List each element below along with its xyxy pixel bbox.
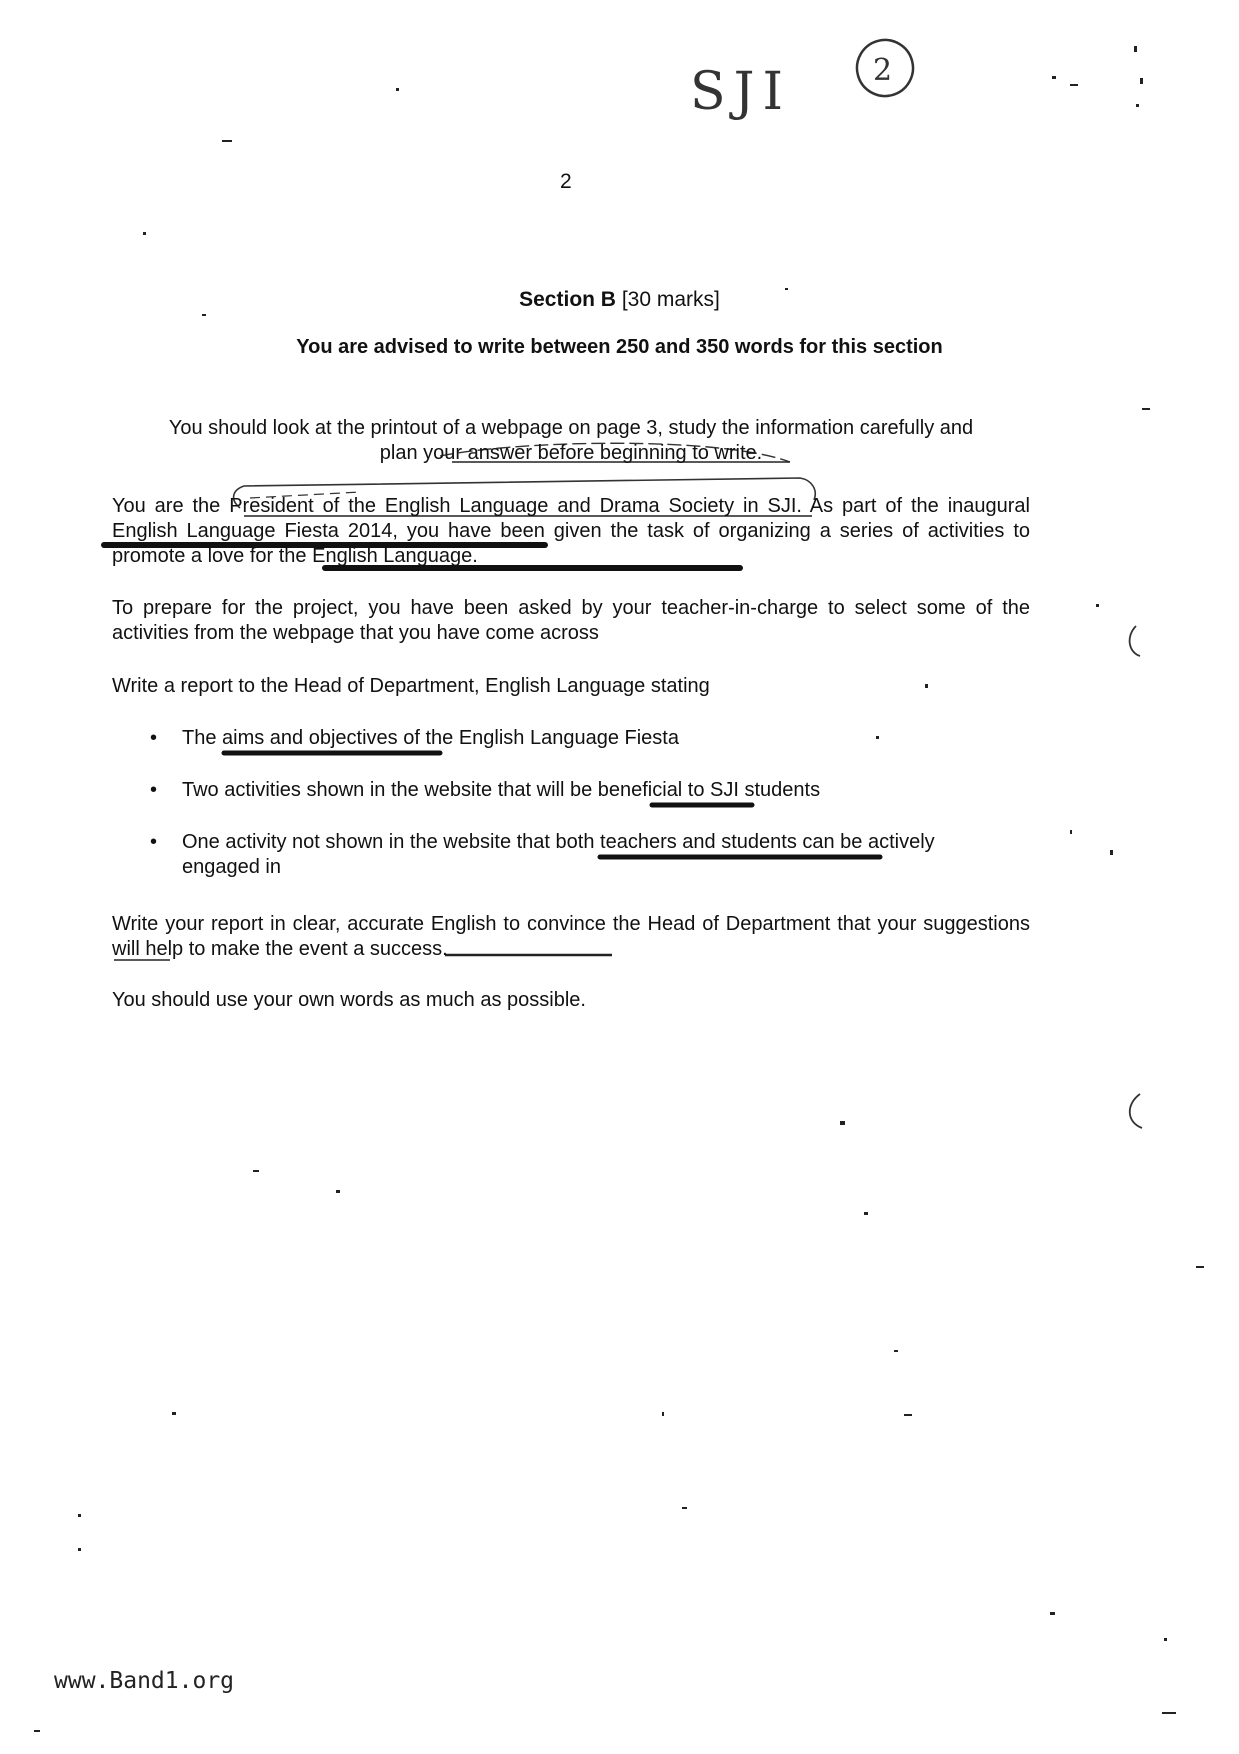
- section-title: [0, 288, 1239, 312]
- circled-number-ring: [851, 34, 920, 103]
- bullet-marker: •: [150, 727, 158, 749]
- circled-number: 2: [873, 53, 893, 88]
- bullet-marker: •: [150, 831, 158, 853]
- instruction-paragraph-1: [112, 416, 1030, 466]
- bullet-text: One activity not shown in the website that both teachers and students can be actively engaged in: [182, 831, 935, 878]
- scenario-paragraph: You are the President of the English Language and Drama Society in SJI. As part of the inaugural English Language Fiesta 2014, you have been given the task of organizing a series of activities to promote a love for the English Language.: [112, 495, 1030, 567]
- section-marks: [30 marks]: [621, 288, 720, 311]
- word-count-advice: You are advised to write between 250 and 350 words for this section: [296, 336, 943, 358]
- page-number: 2: [560, 170, 572, 193]
- bullet-text: Two activities shown in the website that will be beneficial to SJI students: [182, 779, 821, 801]
- language-instruction-paragraph: Write your report in clear, accurate English to convince the Head of Department that your suggestions will help to make the event a success.: [112, 913, 1030, 960]
- instruction-paragraph-1-line-1: You should look at the printout of a webpage on page 3, study the information carefully and: [168, 417, 974, 439]
- bullet-text: The aims and objectives of the English Language Fiesta: [182, 727, 679, 749]
- report-instruction-paragraph: Write a report to the Head of Department, English Language stating: [112, 675, 710, 697]
- footer-url: www.Band1.org: [54, 1668, 235, 1694]
- handwritten-school-label: SJI: [690, 62, 792, 122]
- scan-bracket-mark: [1130, 626, 1140, 656]
- task-context-paragraph: To prepare for the project, you have been asked by your teacher-in-charge to select some of the activities from the webpage that you have come across: [112, 597, 1030, 644]
- own-words-paragraph: You should use your own words as much as possible.: [112, 989, 586, 1011]
- section-title-text: Section B: [519, 288, 616, 311]
- instruction-paragraph-1-line-2: plan your answer before beginning to write.: [379, 442, 763, 464]
- bullet-marker: •: [150, 779, 158, 801]
- scan-bracket-mark-2: [1130, 1094, 1142, 1128]
